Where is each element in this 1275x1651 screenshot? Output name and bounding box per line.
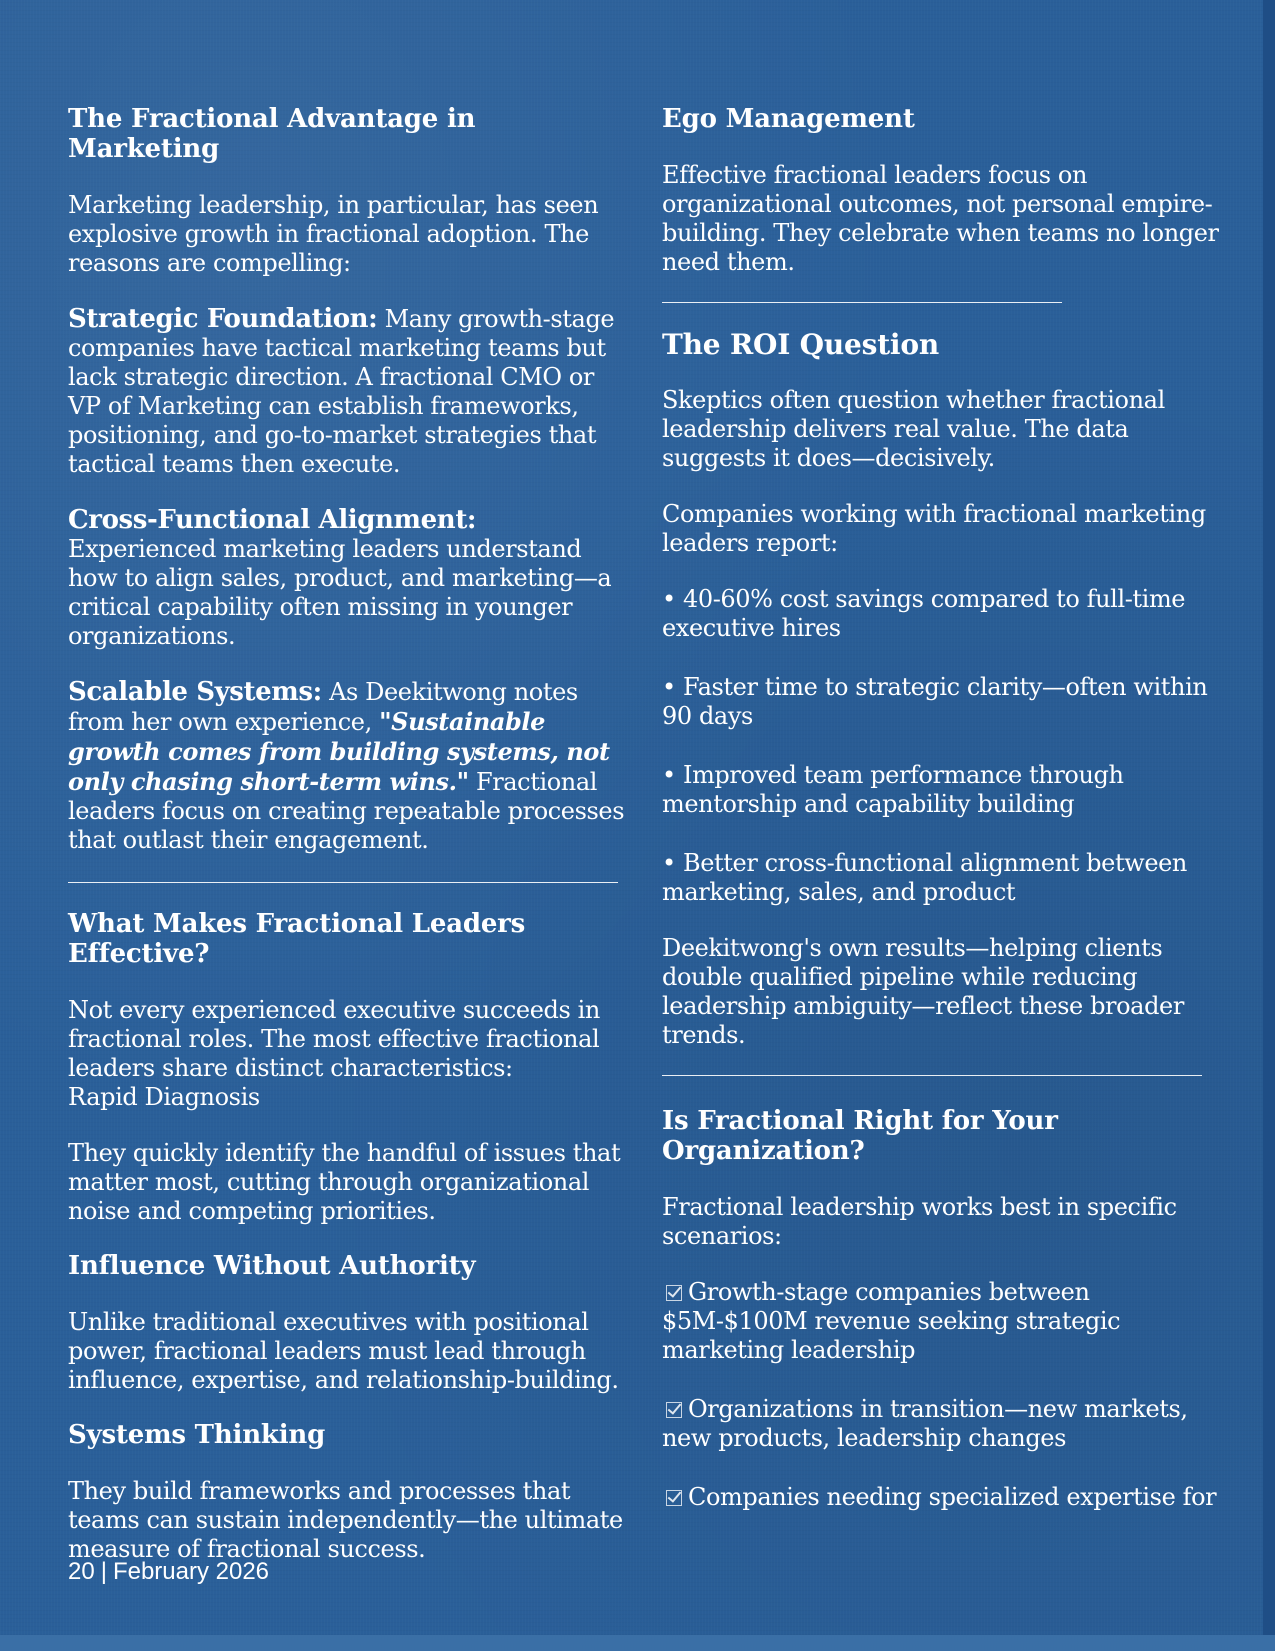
scenario-item [662,1278,1222,1365]
benefit-bullet: • Faster time to strategic clarity—often within 90 days [662,673,1208,730]
scenario-item [662,1395,1222,1453]
page-number: 20 [68,1558,95,1585]
scalable-systems-text-b: Fractional leaders focus on creating repeatable processes that outlast their engagement. [68,768,625,854]
right-column [662,104,1222,1512]
rapid-diagnosis-label: Rapid Diagnosis [68,1083,260,1111]
scenario-text: Companies needing specialized expertise for [688,1483,1217,1511]
left-column [68,104,628,1564]
report-intro-paragraph: Companies working with fractional marketing leaders report: [662,500,1206,557]
heading-influence-without-authority: Influence Without Authority [68,1251,476,1281]
scenario-text: Organizations in transition—new markets, new products, leadership changes [662,1395,1188,1452]
heading-roi-question: The ROI Question [662,328,939,361]
cross-functional-lead: Cross-Functional Alignment: [68,505,477,535]
cross-functional-text: Experienced marketing leaders understand how to align sales, product, and marketing—a critical capability often missing in younger organizations. [68,535,612,650]
checked-box-icon [666,1285,682,1301]
cross-functional-paragraph [68,506,628,651]
strategic-foundation-lead: Strategic Foundation: [68,304,378,334]
checked-box-icon [666,1402,682,1418]
scalable-systems-lead: Scalable Systems: [68,677,322,707]
ego-management-paragraph: Effective fractional leaders focus on organizational outcomes, not personal empire-building. They celebrate when teams no longer need them. [662,161,1219,276]
strategic-foundation-paragraph [68,305,628,479]
results-paragraph: Deekitwong's own results—helping clients double qualified pipeline while reducing leadership ambiguity—reflect these broader trends. [662,934,1184,1049]
scenarios-intro-paragraph: Fractional leadership works best in specific scenarios: [662,1193,1177,1250]
systems-thinking-paragraph: They build frameworks and processes that teams can sustain independently—the ultimate measure of fractional success. [68,1477,623,1563]
benefit-bullet: • Improved team performance through mentorship and capability building [662,761,1124,818]
deekitwong-quote: "Sustainable growth comes from building systems, not only chasing short-term wins." [68,707,610,796]
heading-fractional-advantage: The Fractional Advantage in Marketing [68,104,476,164]
effective-intro-paragraph: Not every experienced executive succeeds in fractional roles. The most effective fractional leaders share distinct characteristics: [68,996,600,1082]
issue-date: February 2026 [112,1558,270,1585]
scenario-item [662,1483,1222,1512]
heading-what-makes-effective: What Makes Fractional Leaders Effective? [68,909,526,969]
scenario-text: Growth-stage companies between $5M-$100M revenue seeking strategic marketing leadership [662,1278,1121,1364]
benefit-bullet: • 40-60% cost savings compared to full-time executive hires [662,585,1186,642]
scalable-systems-text-a: As Deekitwong notes from her own experience, [68,678,578,736]
heading-is-fractional-right: Is Fractional Right for Your Organization? [662,1106,1058,1166]
footer-separator: | [100,1558,107,1585]
heading-ego-management: Ego Management [662,104,915,134]
influence-paragraph: Unlike traditional executives with positional power, fractional leaders must lead through influence, expertise, and relationship-building. [68,1308,619,1394]
rapid-diagnosis-paragraph: They quickly identify the handful of issues that matter most, cutting through organizational noise and competing priorities. [68,1139,621,1225]
roi-paragraph: Skeptics often question whether fractional leadership delivers real value. The data suggests it does—decisively. [662,386,1165,472]
page-footer [68,1558,269,1586]
heading-systems-thinking: Systems Thinking [68,1420,326,1450]
checked-box-icon [666,1490,682,1506]
page-edge-shadow [1263,0,1275,1651]
marketing-intro-paragraph: Marketing leadership, in particular, has seen explosive growth in fractional adoption. The reasons are compelling: [68,191,599,277]
scalable-systems-paragraph [68,678,628,855]
benefit-bullet: • Better cross-functional alignment between marketing, sales, and product [662,849,1187,906]
page-bottom-band [0,1635,1275,1651]
strategic-foundation-text: Many growth-stage companies have tactical marketing teams but lack strategic direction. A fractional CMO or VP of Marketing can establish frameworks, positioning, and go-to-market strategies that tactical teams then execute. [68,305,615,478]
